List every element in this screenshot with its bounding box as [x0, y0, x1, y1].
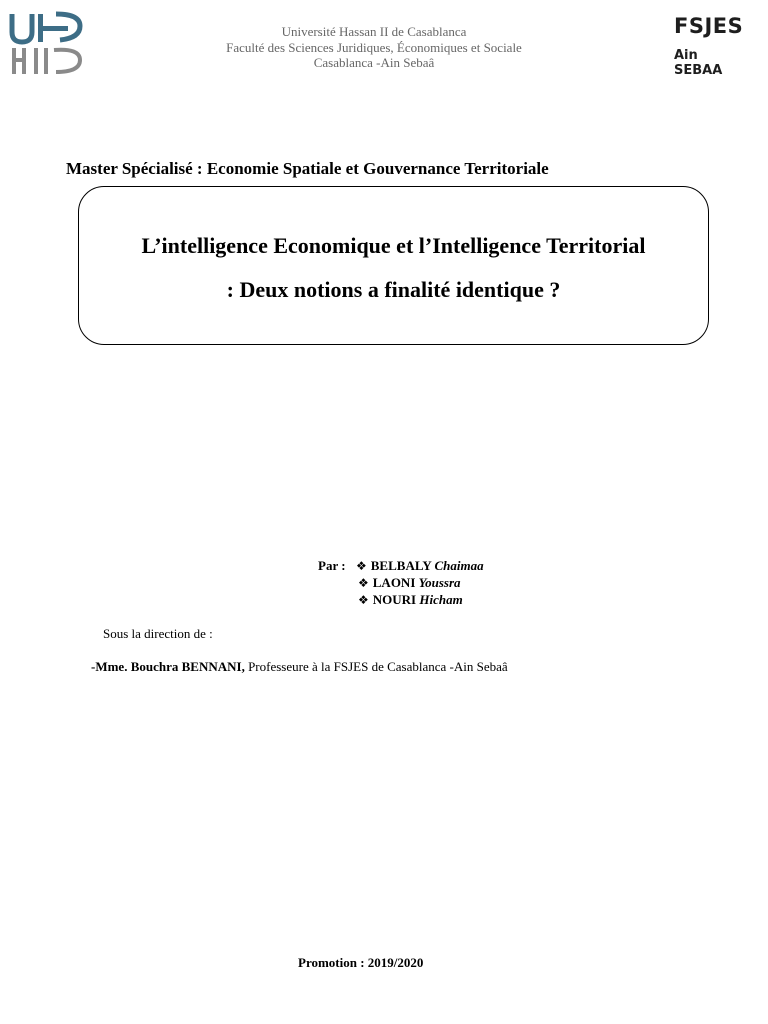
bullet-diamond-icon: ❖ — [358, 593, 369, 607]
author-item — [358, 575, 461, 591]
author-first-name: Chaimaa — [434, 558, 484, 573]
thesis-title-line-1: L’intelligence Economique et l’Intelligence Territorial — [141, 233, 646, 258]
author-first-name: Youssra — [418, 575, 461, 590]
university-name: Université Hassan II de Casablanca — [281, 24, 467, 39]
author-last-name: LAONI — [372, 575, 416, 590]
author-item — [358, 592, 463, 608]
thesis-title-line-2: : Deux notions a finalité identique ? — [226, 277, 561, 302]
promotion-year: Promotion : 2019/2020 — [298, 955, 424, 970]
university-logo — [8, 10, 84, 76]
supervisor-name: -Mme. Bouchra BENNANI, — [91, 659, 245, 674]
supervisor-role: Professeure à la FSJES de Casablanca -Ain Sebaâ — [244, 659, 508, 674]
bullet-diamond-icon: ❖ — [356, 559, 367, 573]
institution-header — [160, 24, 588, 71]
supervisor-line — [91, 659, 508, 675]
author-first-name: Hicham — [419, 592, 463, 607]
faculty-name: Faculté des Sciences Juridiques, Économiques et Sociale — [226, 39, 522, 55]
faculty-logo-name: FSJES — [674, 14, 744, 38]
bullet-diamond-icon: ❖ — [358, 576, 369, 590]
faculty-logo — [670, 14, 750, 78]
author-last-name: NOURI — [372, 592, 417, 607]
direction-label: Sous la direction de : — [103, 626, 213, 641]
faculty-logo-location: Ain SEBAA — [674, 48, 723, 78]
author-last-name: BELBALY — [370, 558, 432, 573]
thesis-title-box — [78, 186, 709, 345]
author-item — [356, 558, 484, 574]
authors-prefix: Par : — [318, 558, 346, 573]
city-name: Casablanca -Ain Sebaâ — [313, 55, 435, 70]
master-program: Master Spécialisé : Economie Spatiale et Gouvernance Territoriale — [66, 159, 549, 178]
